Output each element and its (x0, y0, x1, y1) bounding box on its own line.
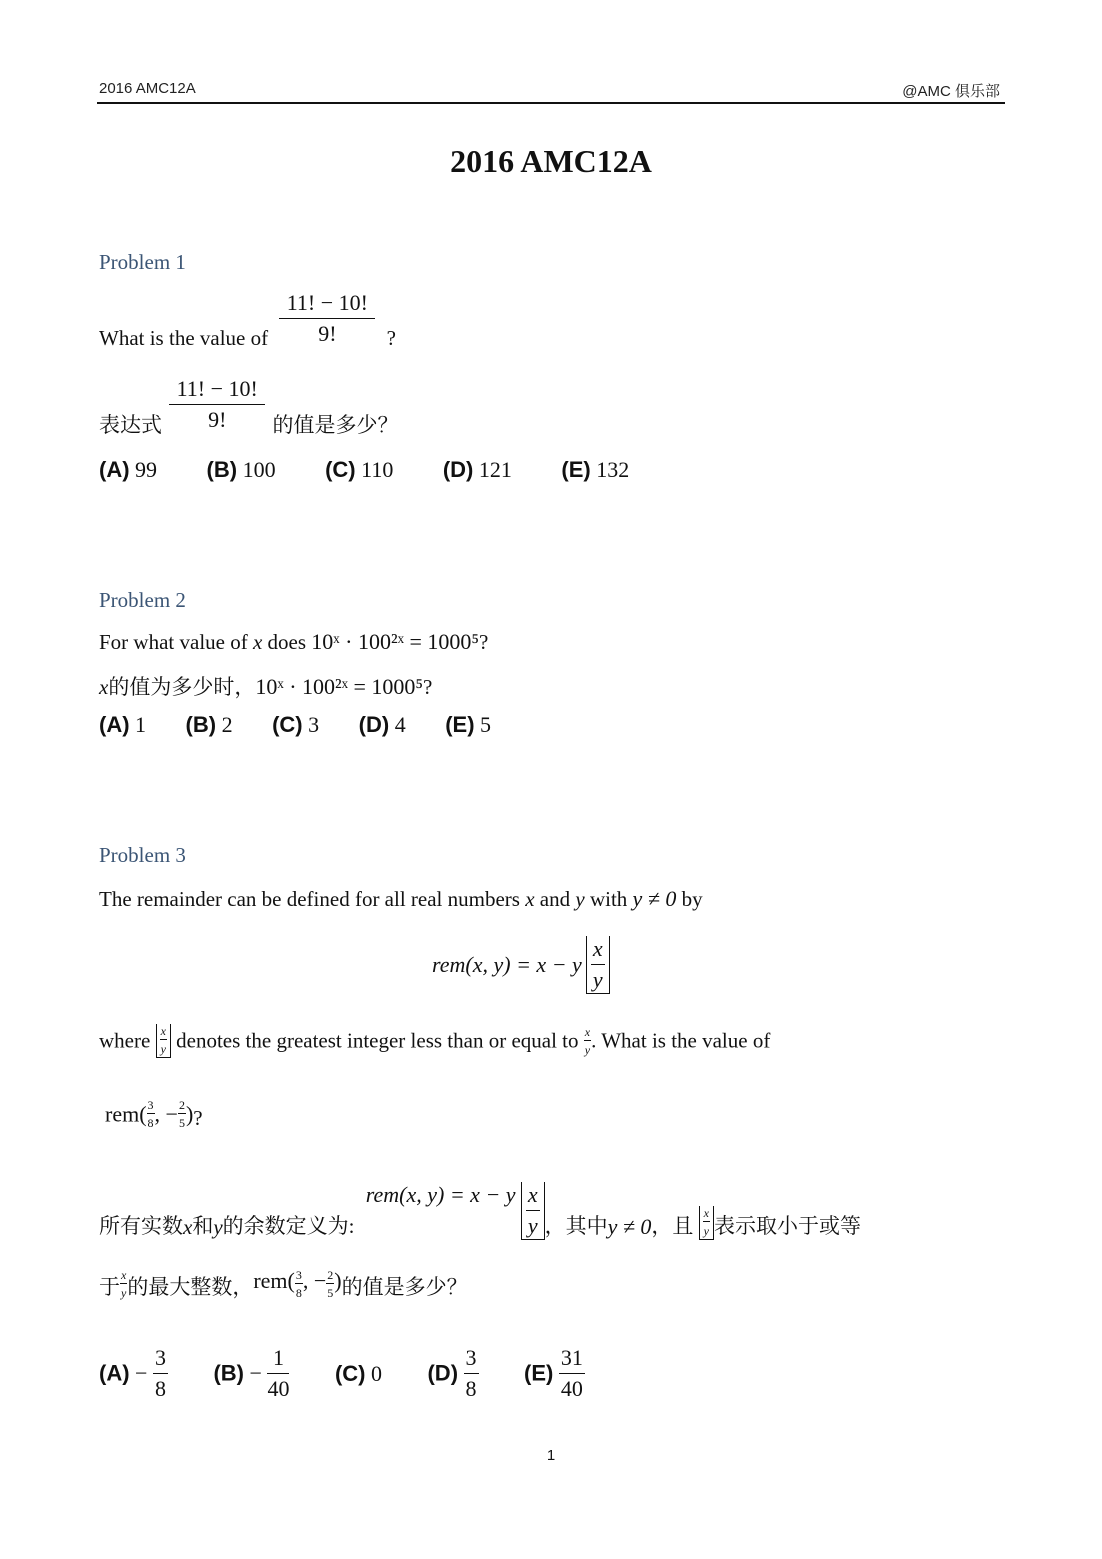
problem-1-zh (99, 369, 399, 439)
p3-rem-suffix: ) (185, 1101, 194, 1127)
p3-xy-den: y (584, 1042, 591, 1057)
p2-choice-a[interactable]: (A) 1 (99, 712, 147, 737)
p3-rem-prefix: rem( (105, 1101, 147, 1127)
p1-en-fraction (279, 290, 375, 347)
p3-zh-f: 表示取小于或等 (714, 1214, 861, 1238)
p3-where: where (99, 1028, 151, 1053)
p3-zh-g: 于 (99, 1275, 120, 1299)
problem-2-title: Problem 2 (99, 588, 186, 612)
p2-en-equation: 10ˣ · 100²ˣ = 1000⁵ (311, 629, 480, 654)
p3-zh-arg1-den: 8 (295, 1286, 302, 1300)
p3-zh-c: 的余数定义为: (222, 1214, 355, 1238)
p3-zh-h: 的最大整数， (127, 1275, 254, 1299)
problem-1-choices (99, 457, 673, 483)
p3-zh-floor-fraction (526, 1182, 540, 1239)
p1-choice-b[interactable]: (B) 100 (206, 457, 276, 482)
p3-zh-xy-num: x (121, 1268, 127, 1282)
p1-zh-fraction (169, 376, 265, 433)
p3-denotes: denotes the greatest integer less than or equal to (176, 1028, 579, 1053)
p3-zh-d: ，其中 (544, 1214, 608, 1238)
p3-zh-rem-arg2: $\frac{2}{5}$ (327, 1268, 334, 1300)
p3-zh-rem-prefix: rem( (253, 1268, 295, 1293)
p3-sfrac-num: x (160, 1024, 166, 1038)
p1-en-frac-num: 11! − 10! (279, 290, 375, 319)
p3-sfrac-den: y (160, 1042, 166, 1056)
p3-rem-arg1 (147, 1098, 155, 1131)
problem-3-zh-line1 (99, 1182, 861, 1240)
p3-floor-fraction (591, 936, 605, 993)
p3-arg1-num: 3 (147, 1098, 154, 1112)
p3-rem-lhs: rem(x, y) = x − y (432, 952, 582, 977)
p2-zh-prefix: 的值为多少时， (108, 675, 256, 699)
p3-var-y: y (575, 887, 585, 911)
p3-zh-rem-arg1 (295, 1268, 303, 1301)
p1-choice-a[interactable]: (A) 99 (99, 457, 158, 482)
p2-en-var: x (252, 630, 263, 654)
p3-frac-den: y (592, 967, 603, 992)
p3-choice-e[interactable]: (E) $\frac{31}{40}$ (524, 1345, 583, 1401)
p3-zh-xy-den: y (121, 1286, 127, 1300)
p3-zh-rem-suffix: ) (334, 1268, 342, 1293)
p3-zh-x: x (183, 1215, 193, 1239)
p3-zh-floor (521, 1182, 545, 1240)
p3-qmark: ? (193, 1106, 203, 1130)
p3-rem-arg2: $\frac{2}{5}$ (178, 1098, 185, 1130)
problem-3-zh-line2: 于 $\frac{x}{y}$ 的最大整数，rem( $\frac{3}{8}$ , − $\frac{2}{5}$ )的值是多少？ (99, 1268, 468, 1300)
header-left: 2016 AMC12A (99, 80, 196, 97)
p3-zh-frac-num: x (526, 1182, 540, 1211)
problem-2-choices (99, 712, 525, 738)
problem-3-line2 (99, 1024, 770, 1058)
problem-2-zh (99, 671, 432, 701)
p1-zh-frac-den: 9! (208, 406, 227, 432)
p3-zh-small-floor (699, 1206, 714, 1240)
page-number: 1 (546, 1447, 556, 1464)
problem-1-title: Problem 1 (99, 250, 186, 274)
p3-choice-c[interactable]: (C) 0 (334, 1360, 382, 1386)
p3-zh-e: ，且 (651, 1214, 694, 1238)
p3-xy-fraction (584, 1025, 591, 1058)
p1-en-prefix: What is the value of (99, 326, 269, 350)
p3-zh-arg1-num: 3 (295, 1268, 302, 1282)
p3-zh-b: 和 (192, 1214, 214, 1238)
p3-zh-small-fraction (703, 1206, 710, 1239)
problem-1-en (99, 286, 396, 351)
p2-zh-equation: 10ˣ · 100²ˣ = 1000⁵ (255, 674, 424, 699)
p3-zh-i: 的值是多少？ (341, 1275, 468, 1299)
p3-line1-d: by (681, 887, 703, 911)
p1-zh-suffix: 的值是多少？ (272, 413, 399, 437)
p3-choice-b[interactable]: (B) − $\frac{1}{40}$ (213, 1345, 290, 1401)
p3-small-floor-fraction (160, 1024, 167, 1057)
p1-choice-e[interactable]: (E) 132 (561, 457, 630, 482)
problem-2-en (99, 629, 488, 655)
p2-choice-b[interactable]: (B) 2 (185, 712, 233, 737)
p1-en-frac-den: 9! (318, 321, 337, 346)
p3-small-floor (156, 1024, 171, 1058)
p3-arg1-den: 8 (147, 1116, 154, 1130)
problem-3-title: Problem 3 (99, 843, 186, 867)
p3-line1-b: and (539, 887, 571, 911)
p3-zh-sfrac-den: y (703, 1224, 709, 1238)
p3-floor-bracket (586, 936, 610, 994)
p2-en-suffix: ? (479, 630, 489, 654)
p3-choice-a[interactable]: (A) − $\frac{3}{8}$ (99, 1345, 166, 1401)
p3-line1-c: with (589, 887, 628, 911)
p3-zh-cond: y ≠ 0 (607, 1214, 652, 1239)
p2-en-prefix: For what value of (99, 630, 248, 654)
p1-zh-frac-num: 11! − 10! (169, 376, 265, 405)
p3-zh-a: 所有实数 (99, 1214, 183, 1238)
p3-display-equation (432, 936, 610, 994)
p3-xy-num: x (584, 1024, 591, 1039)
p3-cond: y ≠ 0 (632, 886, 677, 911)
problem-3-choices (99, 1345, 625, 1402)
p2-choice-c[interactable]: (C) 3 (272, 712, 320, 737)
p3-line1-a: The remainder can be defined for all real numbers (99, 887, 520, 911)
p1-choice-d[interactable]: (D) 121 (442, 457, 512, 482)
problem-3-line1 (99, 886, 703, 912)
header-rule (97, 102, 1005, 104)
p3-frac-num: x (591, 936, 605, 965)
p1-en-suffix: ? (386, 326, 396, 350)
p1-choice-c[interactable]: (C) 110 (325, 457, 394, 482)
p2-en-mid: does (267, 630, 307, 654)
p3-zh-sfrac-num: x (703, 1206, 709, 1220)
p3-var-x: x (525, 887, 535, 911)
p2-zh-suffix: ? (423, 675, 433, 699)
p2-choice-d[interactable]: (D) 4 (358, 712, 406, 737)
page-title: 2016 AMC12A (450, 143, 652, 179)
p1-zh-prefix: 表达式 (99, 413, 162, 437)
p3-zh-y: y (213, 1215, 223, 1239)
p3-zh-rem-lhs: rem(x, y) = x − y (365, 1182, 516, 1207)
p3-choice-d[interactable]: (D) $\frac{3}{8}$ (427, 1345, 477, 1401)
p2-choice-e[interactable]: (E) 5 (445, 712, 492, 737)
p3-rem-expression: rem( $\frac{3}{8}$ , − $\frac{2}{5}$ )? (105, 1098, 203, 1130)
p2-zh-var: x (99, 675, 109, 699)
p3-zh-frac-den: y (527, 1213, 538, 1238)
header-right: @AMC 俱乐部 (902, 83, 1000, 100)
p3-what: . What is the value of (591, 1028, 771, 1053)
